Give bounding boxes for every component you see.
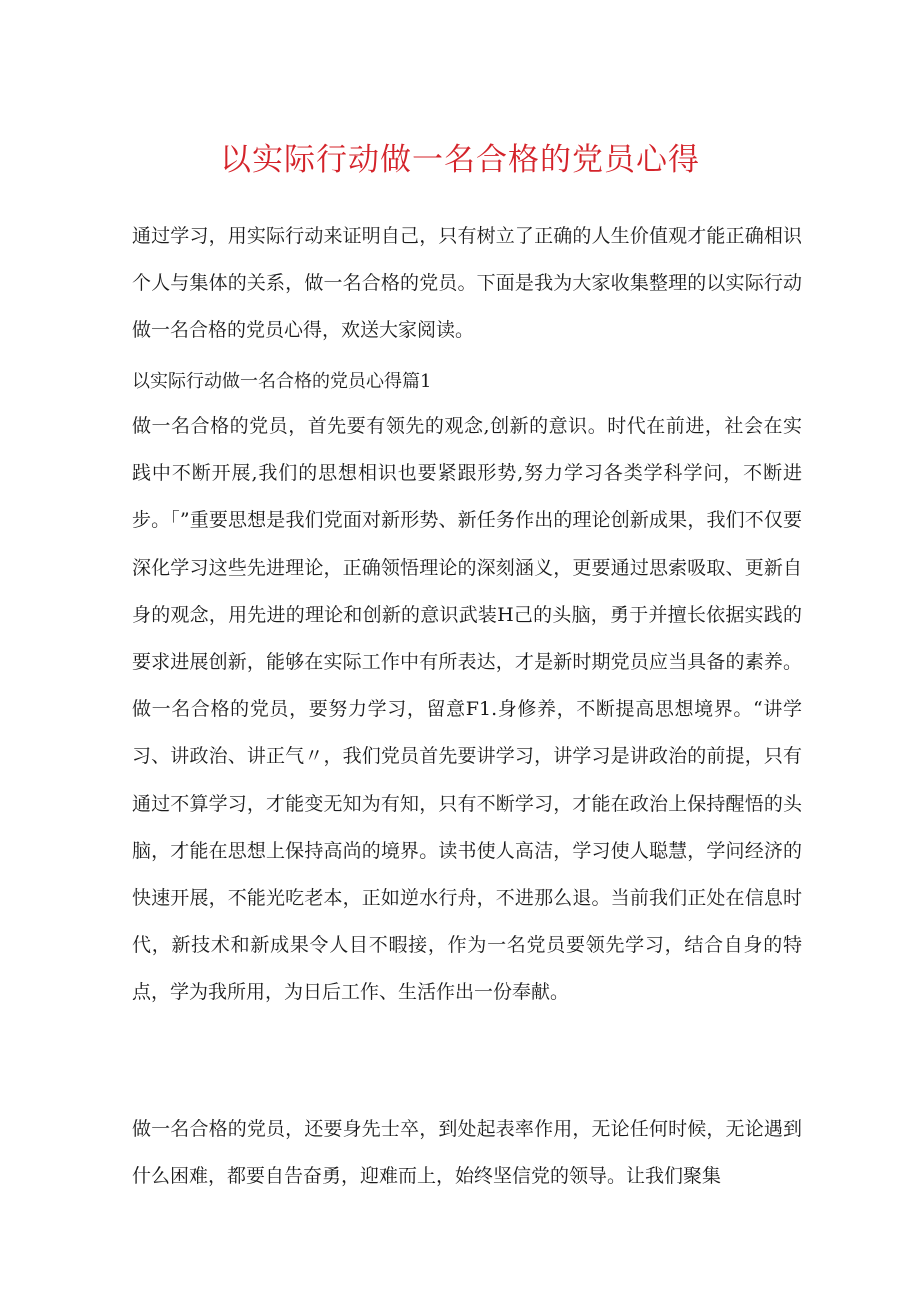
intro-paragraph: 通过学习，用实际行动来证明自己，只有树立了正确的人生价值观才能正确相识个人与集体的关系，做一名合格的党员。下面是我为大家收集整理的以实际行动做一名合格的党员心得，欢送大家阅读。 [132, 225, 802, 342]
section-heading: 以实际行动做一名合格的党员心得篇1 [132, 371, 432, 392]
body-paragraph: 做一名合格的党员，首先要有领先的观念,创新的意识。时代在前进，社会在实践中不断开展,我们的思想相识也要紧跟形势,努力学习各类学科学问，不断进步。「”重要思想是我们党面对新形势、新任务作出的理论创新成果，我们不仅要深化学习这些先进理论，正确领悟理论的深刻涵义，更要通过思索吸取、更新自身的观念，用先进的理论和创新的意识武装H己的头脑，勇于并擅长依据实践的要求进展创新，能够在实际工作中有所表达，才是新时期党员应当具备的素养。做一名合格的党员，要努力学习，留意F1.身修养，不断提高思想境界。“讲学习、讲政治、讲正气〃，我们党员首先要讲学习，讲学习是讲政治的前提，只有通过不算学习，才能变无知为有知，只有不断学习，才能在政治上保持醒悟的头脑，才能在思想上保持高尚的境界。读书使人高洁，学习使人聪慧，学问经济的快速开展，不能光吃老本，正如逆水行舟，不进那么退。当前我们正处在信息时代，新技术和新成果令人目不暇接，作为一名党员要领先学习，结合自身的特点，学为我所用，为日后工作、生活作出一份奉献。 [132, 415, 802, 1004]
body-paragraph: 做一名合格的党员，还要身先士卒，到处起表率作用，无论任何时候，无论遇到什么困难，都要自告奋勇，迎难而上，始终坚信党的领导。让我们聚集 [132, 1118, 802, 1188]
document-title: 以实际行动做一名合格的党员心得 [220, 142, 700, 178]
